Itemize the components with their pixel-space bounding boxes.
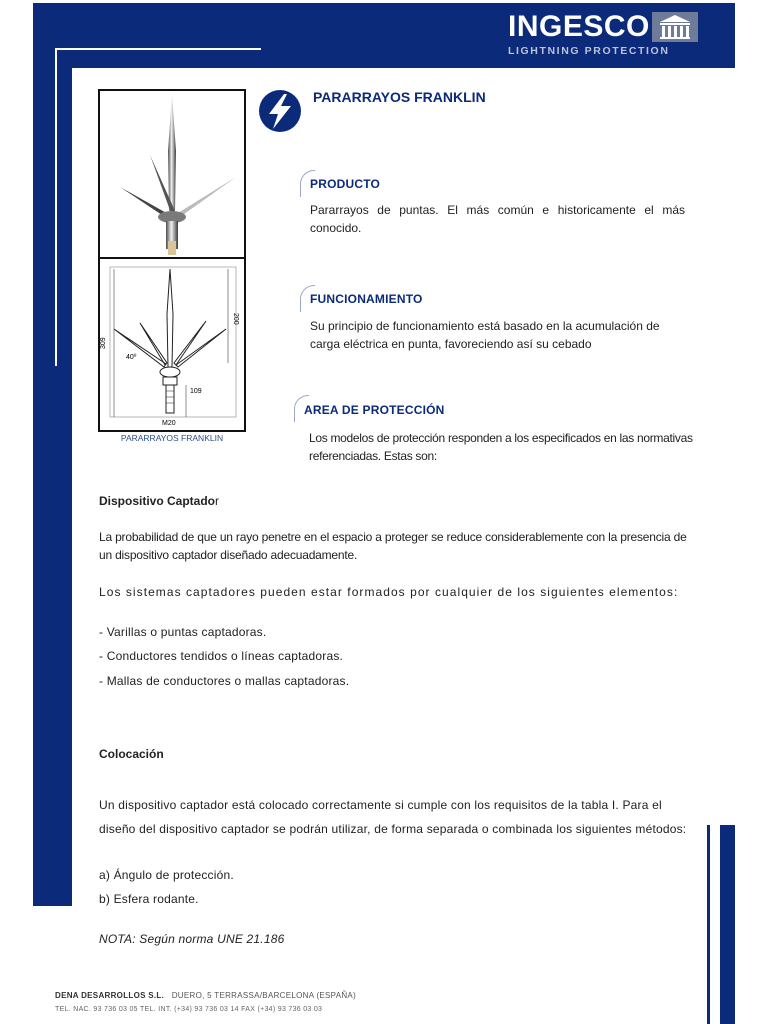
product-photo: [98, 89, 246, 259]
technical-drawing: [98, 257, 246, 432]
captador-paragraph-1: La probabilidad de que un rayo penetre en el espacio a proteger se reduce considerablemente con la presencia de un dispositivo captador diseñado adecuadamente.: [99, 530, 687, 562]
list-item: - Conductores tendidos o líneas captadoras.: [99, 649, 344, 663]
section-heading-area: AREA DE PROTECCIÓN: [304, 403, 445, 417]
section-heading-funcionamiento: FUNCIONAMIENTO: [310, 292, 423, 306]
heading-captador: [99, 492, 219, 510]
footer-address: [55, 991, 356, 1000]
brand-name: INGESCO: [508, 10, 650, 43]
list-item: - Varillas o puntas captadoras.: [99, 625, 267, 639]
left-band: [33, 3, 72, 906]
brand-logo: [508, 8, 708, 63]
footer-company: DENA DESARROLLOS S.L.: [55, 991, 165, 1000]
section-body-funcionamiento: Su principio de funcionamiento está basado en la acumulación de carga eléctrica en punta, favoreciendo así su cebado: [310, 319, 660, 351]
heading-captador-tail: r: [215, 494, 220, 508]
corner-line: [707, 825, 710, 1024]
colocacion-paragraph: Un dispositivo captador está colocado correctamente si cumple con los requisitos de la tabla I. Para el diseño del dispositivo captador se podrán utilizar, de forma separada o combinada los siguientes métodos:: [99, 798, 687, 836]
section-body-producto: Pararrayos de puntas. El más común e historicamente el más conocido.: [310, 203, 685, 235]
section-body-area: Los modelos de protección responden a los especificados en las normativas referenciadas. Estas son:: [309, 431, 693, 463]
list-item: a) Ángulo de protección.: [99, 868, 234, 882]
captador-paragraph-2: Los sistemas captadores pueden estar formados por cualquier de los siguientes elementos:: [99, 585, 679, 599]
frame-line: [55, 48, 57, 366]
frame-line: [55, 48, 261, 50]
corner-band: [720, 825, 735, 1024]
dimension-label: 40º: [126, 354, 137, 361]
brand-tagline: LIGHTNING PROTECTION: [508, 45, 670, 57]
page-title: PARARRAYOS FRANKLIN: [313, 89, 486, 105]
footer-phones: TEL. NAC. 93 736 03 05 TEL. INT. (+34) 93 736 03 14 FAX (+34) 93 736 03 03: [55, 1006, 323, 1013]
list-item: b) Esfera rodante.: [99, 892, 199, 906]
lightning-bolt-icon: [258, 89, 302, 133]
heading-colocacion: Colocación: [99, 747, 164, 761]
dimension-label: M20: [162, 420, 176, 427]
list-item: - Mallas de conductores o mallas captadoras.: [99, 674, 350, 688]
footer-address-line: DUERO, 5 TERRASSA/BARCELONA (ESPAÑA): [171, 991, 357, 1000]
dimension-label: 309: [100, 337, 107, 349]
norm-note: NOTA: Según norma UNE 21.186: [99, 932, 285, 946]
section-heading-producto: PRODUCTO: [310, 177, 381, 191]
figure-caption: PARARRAYOS FRANKLIN: [120, 433, 224, 443]
building-columns-icon: [652, 12, 698, 42]
heading-captador-main: Dispositivo Captado: [99, 494, 216, 508]
dimension-label: 109: [190, 388, 202, 395]
dimension-label: 200: [232, 313, 239, 325]
